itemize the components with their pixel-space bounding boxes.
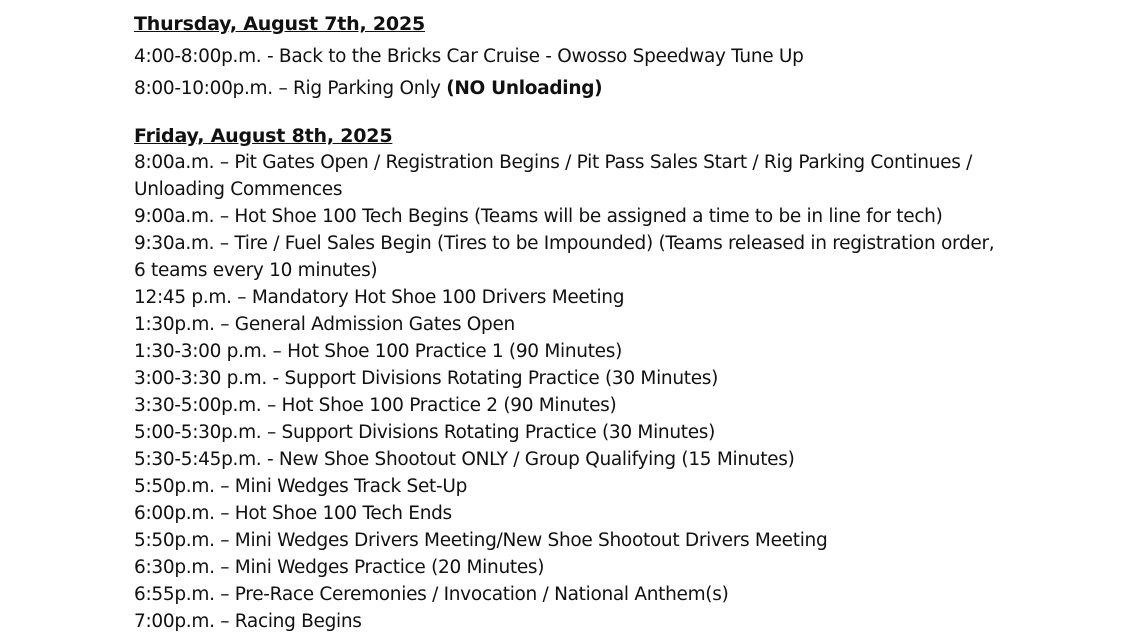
schedule-line-text: 8:00-10:00p.m. – Rig Parking Only	[134, 78, 447, 99]
schedule-line: 9:00a.m. – Hot Shoe 100 Tech Begins (Teams will be assigned a time to be in line for tech)	[134, 206, 943, 227]
schedule-line: 6:30p.m. – Mini Wedges Practice (20 Minutes)	[134, 557, 545, 578]
schedule-line: 12:45 p.m. – Mandatory Hot Shoe 100 Drivers Meeting	[134, 287, 625, 308]
schedule-line: 6:55p.m. – Pre-Race Ceremonies / Invocation / National Anthem(s)	[134, 584, 729, 605]
schedule-line-continuation: Unloading Commences	[134, 179, 343, 200]
schedule-line	[134, 73, 804, 105]
schedule-line-bold-note: (NO Unloading)	[446, 78, 603, 99]
schedule-line-continuation: 6 teams every 10 minutes)	[134, 260, 378, 281]
schedule-line: 6:00p.m. – Hot Shoe 100 Tech Ends	[134, 503, 452, 524]
friday-section	[134, 123, 994, 635]
schedule-line: 1:30p.m. – General Admission Gates Open	[134, 314, 515, 335]
schedule-line: 9:30a.m. – Tire / Fuel Sales Begin (Tires to be Impounded) (Teams released in registration order,	[134, 233, 995, 254]
day-heading-thursday: Thursday, August 7th, 2025	[134, 13, 425, 35]
schedule-line-text: 4:00-8:00p.m. - Back to the Bricks Car Cruise - Owosso Speedway Tune Up	[134, 46, 804, 67]
schedule-line: 8:00a.m. – Pit Gates Open / Registration Begins / Pit Pass Sales Start / Rig Parking Continues /	[134, 152, 973, 173]
schedule-line: 5:50p.m. – Mini Wedges Drivers Meeting/New Shoe Shootout Drivers Meeting	[134, 530, 828, 551]
day-heading-friday: Friday, August 8th, 2025	[134, 125, 393, 147]
schedule-line: 1:30-3:00 p.m. – Hot Shoe 100 Practice 1 (90 Minutes)	[134, 341, 622, 362]
schedule-line: 3:00-3:30 p.m. - Support Divisions Rotating Practice (30 Minutes)	[134, 368, 719, 389]
schedule-line: 5:30-5:45p.m. - New Shoe Shootout ONLY / Group Qualifying (15 Minutes)	[134, 449, 795, 470]
schedule-line: 7:00p.m. – Racing Begins	[134, 611, 362, 632]
schedule-line: 5:00-5:30p.m. – Support Divisions Rotating Practice (30 Minutes)	[134, 422, 716, 443]
schedule-line: 5:50p.m. – Mini Wedges Track Set-Up	[134, 476, 468, 497]
thursday-section	[134, 11, 804, 105]
schedule-line	[134, 41, 804, 73]
schedule-line: 3:30-5:00p.m. – Hot Shoe 100 Practice 2 (90 Minutes)	[134, 395, 617, 416]
